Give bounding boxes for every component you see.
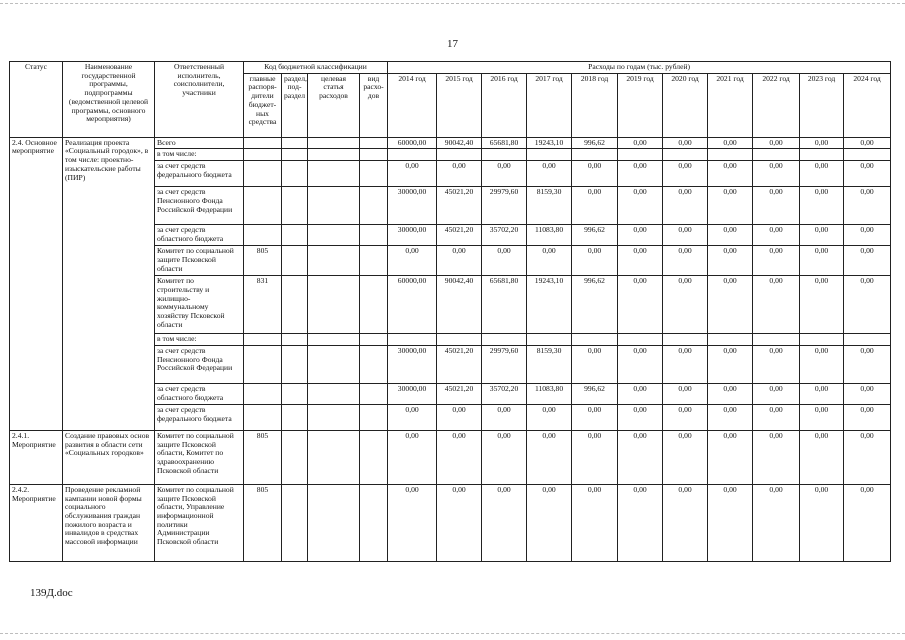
value-cell: 0,00 [800, 137, 844, 149]
scan-edge-bottom [0, 633, 905, 634]
value-cell: 0,00 [753, 383, 800, 404]
value-cell: 0,00 [663, 430, 708, 484]
value-cell: 996,62 [572, 276, 618, 334]
page-number: 17 [447, 38, 458, 50]
executor-cell: за счет средств областного бюджета [155, 225, 244, 246]
expense-type-cell [360, 161, 388, 187]
value-cell: 60000,00 [388, 137, 437, 149]
value-cell [708, 149, 753, 161]
value-cell: 29979,60 [482, 345, 527, 383]
value-cell: 0,00 [572, 345, 618, 383]
target-code-cell [308, 187, 360, 225]
executor-cell: за счет средств областного бюджета [155, 383, 244, 404]
value-cell: 11083,80 [527, 225, 572, 246]
expense-type-cell [360, 383, 388, 404]
value-cell: 996,62 [572, 225, 618, 246]
header-code-grbs: главные распоря-дители бюджет-ных средства [244, 73, 282, 137]
value-cell: 0,00 [844, 345, 891, 383]
section-code-cell [282, 430, 308, 484]
value-cell: 0,00 [437, 404, 482, 430]
executor-cell: Всего [155, 137, 244, 149]
value-cell: 0,00 [618, 137, 663, 149]
section-code-cell [282, 137, 308, 149]
section-code-cell [282, 484, 308, 561]
grbs-code-cell [244, 137, 282, 149]
header-year: 2019 год [618, 73, 663, 137]
value-cell: 0,00 [618, 276, 663, 334]
value-cell: 0,00 [618, 161, 663, 187]
header-year: 2016 год [482, 73, 527, 137]
value-cell: 35702,20 [482, 383, 527, 404]
header-year: 2023 год [800, 73, 844, 137]
value-cell: 0,00 [527, 161, 572, 187]
footer-filename: 139Д.doc [30, 587, 73, 599]
value-cell: 0,00 [708, 246, 753, 276]
table-body [10, 137, 891, 561]
value-cell: 0,00 [663, 404, 708, 430]
expense-type-cell [360, 484, 388, 561]
value-cell: 0,00 [800, 225, 844, 246]
value-cell [527, 334, 572, 346]
scan-edge-top [0, 3, 905, 4]
value-cell: 0,00 [708, 225, 753, 246]
value-cell: 90042,40 [437, 137, 482, 149]
table-row [10, 430, 891, 484]
value-cell: 0,00 [844, 187, 891, 225]
executor-cell: за счет средств Пенсионного Фонда Российской Федерации [155, 187, 244, 225]
grbs-code-cell [244, 345, 282, 383]
value-cell: 8159,30 [527, 187, 572, 225]
grbs-code-cell [244, 149, 282, 161]
value-cell: 0,00 [618, 383, 663, 404]
value-cell: 0,00 [844, 161, 891, 187]
value-cell: 0,00 [800, 383, 844, 404]
name-cell: Проведение рекламной кампании новой формы социального обслуживания граждан пожилого возраста и инвалидов в средствах массовой информации [63, 484, 155, 561]
value-cell: 0,00 [388, 161, 437, 187]
value-cell [708, 334, 753, 346]
value-cell: 0,00 [844, 430, 891, 484]
executor-cell: в том числе: [155, 334, 244, 346]
value-cell: 0,00 [437, 161, 482, 187]
status-cell: 2.4.1. Мероприятие [10, 430, 63, 484]
value-cell: 0,00 [753, 276, 800, 334]
grbs-code-cell [244, 404, 282, 430]
executor-cell: за счет средств федерального бюджета [155, 161, 244, 187]
value-cell: 0,00 [388, 246, 437, 276]
executor-cell: Комитет по социальной защите Псковской области [155, 246, 244, 276]
value-cell: 0,00 [708, 345, 753, 383]
value-cell: 29979,60 [482, 187, 527, 225]
value-cell: 0,00 [572, 430, 618, 484]
value-cell [753, 334, 800, 346]
header-year: 2018 год [572, 73, 618, 137]
target-code-cell [308, 149, 360, 161]
status-cell: 2.4.2. Мероприятие [10, 484, 63, 561]
section-code-cell [282, 161, 308, 187]
value-cell [388, 334, 437, 346]
value-cell: 0,00 [800, 276, 844, 334]
header-year: 2020 год [663, 73, 708, 137]
grbs-code-cell: 805 [244, 246, 282, 276]
section-code-cell [282, 276, 308, 334]
value-cell [800, 334, 844, 346]
header-year: 2015 год [437, 73, 482, 137]
value-cell [844, 149, 891, 161]
expense-type-cell [360, 334, 388, 346]
value-cell: 0,00 [844, 225, 891, 246]
header-code-target: целевая статья расходов [308, 73, 360, 137]
budget-table [9, 61, 891, 562]
value-cell: 0,00 [800, 246, 844, 276]
header-year: 2022 год [753, 73, 800, 137]
value-cell: 0,00 [708, 161, 753, 187]
section-code-cell [282, 345, 308, 383]
value-cell [844, 334, 891, 346]
value-cell: 45021,20 [437, 383, 482, 404]
value-cell: 0,00 [572, 161, 618, 187]
header-executor: Ответственный исполнитель, соисполнители, участники [155, 62, 244, 138]
expense-type-cell [360, 149, 388, 161]
value-cell: 0,00 [663, 225, 708, 246]
value-cell: 0,00 [388, 430, 437, 484]
value-cell: 0,00 [844, 484, 891, 561]
value-cell: 90042,40 [437, 276, 482, 334]
value-cell: 60000,00 [388, 276, 437, 334]
value-cell: 0,00 [618, 187, 663, 225]
name-cell: Создание правовых основ развития в области сети «Социальных городков» [63, 430, 155, 484]
value-cell: 0,00 [663, 345, 708, 383]
grbs-code-cell: 805 [244, 484, 282, 561]
value-cell: 0,00 [708, 137, 753, 149]
value-cell: 0,00 [753, 187, 800, 225]
value-cell: 0,00 [437, 484, 482, 561]
value-cell: 0,00 [708, 430, 753, 484]
header-code-section: раздел, под-раздел [282, 73, 308, 137]
section-code-cell [282, 187, 308, 225]
value-cell: 0,00 [663, 246, 708, 276]
section-code-cell [282, 246, 308, 276]
header-status: Статус [10, 62, 63, 138]
target-code-cell [308, 484, 360, 561]
header-code-type: вид расхо-дов [360, 73, 388, 137]
value-cell: 0,00 [663, 276, 708, 334]
executor-cell: Комитет по социальной защите Псковской области, Управление информационной политики Администрации Псковской области [155, 484, 244, 561]
value-cell: 0,00 [437, 430, 482, 484]
target-code-cell [308, 334, 360, 346]
value-cell: 0,00 [663, 484, 708, 561]
value-cell: 0,00 [844, 276, 891, 334]
target-code-cell [308, 137, 360, 149]
target-code-cell [308, 430, 360, 484]
value-cell: 11083,80 [527, 383, 572, 404]
value-cell: 0,00 [708, 404, 753, 430]
section-code-cell [282, 404, 308, 430]
value-cell: 0,00 [618, 246, 663, 276]
status-cell: 2.4. Основное мероприятие [10, 137, 63, 430]
section-code-cell [282, 334, 308, 346]
value-cell: 0,00 [482, 404, 527, 430]
target-code-cell [308, 161, 360, 187]
value-cell: 30000,00 [388, 383, 437, 404]
header-year: 2014 год [388, 73, 437, 137]
value-cell: 0,00 [800, 404, 844, 430]
value-cell: 0,00 [572, 484, 618, 561]
header-row-1 [10, 62, 891, 74]
grbs-code-cell [244, 383, 282, 404]
value-cell [618, 149, 663, 161]
value-cell: 0,00 [388, 484, 437, 561]
value-cell [482, 334, 527, 346]
value-cell: 0,00 [753, 430, 800, 484]
value-cell: 0,00 [800, 187, 844, 225]
value-cell: 0,00 [572, 246, 618, 276]
value-cell: 45021,20 [437, 187, 482, 225]
value-cell: 0,00 [844, 404, 891, 430]
value-cell [437, 149, 482, 161]
value-cell: 19243,10 [527, 276, 572, 334]
value-cell [527, 149, 572, 161]
value-cell: 0,00 [708, 187, 753, 225]
expense-type-cell [360, 225, 388, 246]
value-cell: 0,00 [618, 430, 663, 484]
table-row [10, 137, 891, 149]
value-cell: 0,00 [527, 404, 572, 430]
value-cell: 0,00 [753, 161, 800, 187]
value-cell: 0,00 [482, 484, 527, 561]
header-year: 2024 год [844, 73, 891, 137]
target-code-cell [308, 383, 360, 404]
value-cell: 0,00 [753, 345, 800, 383]
value-cell: 8159,30 [527, 345, 572, 383]
header-expenses: Расходы по годам (тыс. рублей) [388, 62, 891, 74]
header-budget-code: Код бюджетной классификации [244, 62, 388, 74]
table-row [10, 484, 891, 561]
value-cell: 0,00 [482, 430, 527, 484]
value-cell: 0,00 [753, 404, 800, 430]
value-cell: 0,00 [708, 484, 753, 561]
value-cell: 0,00 [753, 225, 800, 246]
value-cell [753, 149, 800, 161]
header-year: 2021 год [708, 73, 753, 137]
expense-type-cell [360, 345, 388, 383]
value-cell [437, 334, 482, 346]
value-cell: 0,00 [844, 246, 891, 276]
value-cell: 0,00 [527, 430, 572, 484]
value-cell: 0,00 [482, 161, 527, 187]
value-cell: 65681,80 [482, 276, 527, 334]
section-code-cell [282, 225, 308, 246]
value-cell: 0,00 [663, 137, 708, 149]
name-cell: Реализация проекта «Социальный городок», в том числе: проектно-изыскательские работы (ПИР) [63, 137, 155, 430]
value-cell: 19243,10 [527, 137, 572, 149]
value-cell [800, 149, 844, 161]
target-code-cell [308, 225, 360, 246]
value-cell [618, 334, 663, 346]
value-cell: 0,00 [800, 345, 844, 383]
target-code-cell [308, 276, 360, 334]
executor-cell: Комитет по социальной защите Псковской области, Комитет по здравоохранению Псковской области [155, 430, 244, 484]
expense-type-cell [360, 137, 388, 149]
value-cell: 45021,20 [437, 345, 482, 383]
expense-type-cell [360, 276, 388, 334]
value-cell: 0,00 [753, 246, 800, 276]
value-cell: 0,00 [800, 430, 844, 484]
value-cell: 0,00 [663, 187, 708, 225]
value-cell: 0,00 [618, 225, 663, 246]
value-cell: 30000,00 [388, 225, 437, 246]
expense-type-cell [360, 430, 388, 484]
grbs-code-cell: 805 [244, 430, 282, 484]
value-cell: 0,00 [800, 161, 844, 187]
expense-type-cell [360, 246, 388, 276]
value-cell: 65681,80 [482, 137, 527, 149]
value-cell: 0,00 [753, 137, 800, 149]
expense-type-cell [360, 187, 388, 225]
value-cell: 0,00 [708, 383, 753, 404]
target-code-cell [308, 404, 360, 430]
value-cell: 0,00 [800, 484, 844, 561]
grbs-code-cell: 831 [244, 276, 282, 334]
header-name: Наименование государственной программы, подпрограммы (ведомственной целевой программы, основного мероприятия) [63, 62, 155, 138]
value-cell: 0,00 [437, 246, 482, 276]
value-cell [663, 149, 708, 161]
value-cell [572, 149, 618, 161]
value-cell: 35702,20 [482, 225, 527, 246]
value-cell: 0,00 [527, 246, 572, 276]
grbs-code-cell [244, 225, 282, 246]
value-cell: 0,00 [618, 345, 663, 383]
value-cell: 0,00 [844, 383, 891, 404]
executor-cell: за счет средств федерального бюджета [155, 404, 244, 430]
section-code-cell [282, 149, 308, 161]
value-cell [482, 149, 527, 161]
value-cell: 30000,00 [388, 187, 437, 225]
value-cell: 0,00 [844, 137, 891, 149]
value-cell: 0,00 [572, 187, 618, 225]
value-cell: 0,00 [388, 404, 437, 430]
value-cell: 45021,20 [437, 225, 482, 246]
grbs-code-cell [244, 187, 282, 225]
value-cell: 0,00 [482, 246, 527, 276]
value-cell: 0,00 [618, 404, 663, 430]
header-year: 2017 год [527, 73, 572, 137]
executor-cell: Комитет по строительству и жилищно-коммунальному хозяйству Псковской области [155, 276, 244, 334]
value-cell: 0,00 [753, 484, 800, 561]
value-cell: 996,62 [572, 137, 618, 149]
value-cell [572, 334, 618, 346]
grbs-code-cell [244, 161, 282, 187]
value-cell: 0,00 [663, 383, 708, 404]
target-code-cell [308, 246, 360, 276]
value-cell: 30000,00 [388, 345, 437, 383]
table-header [10, 62, 891, 138]
executor-cell: в том числе: [155, 149, 244, 161]
target-code-cell [308, 345, 360, 383]
value-cell: 0,00 [618, 484, 663, 561]
value-cell: 0,00 [708, 276, 753, 334]
expense-type-cell [360, 404, 388, 430]
value-cell: 996,62 [572, 383, 618, 404]
grbs-code-cell [244, 334, 282, 346]
section-code-cell [282, 383, 308, 404]
value-cell [663, 334, 708, 346]
value-cell: 0,00 [663, 161, 708, 187]
value-cell: 0,00 [527, 484, 572, 561]
value-cell: 0,00 [572, 404, 618, 430]
executor-cell: за счет средств Пенсионного Фонда Российской Федерации [155, 345, 244, 383]
value-cell [388, 149, 437, 161]
